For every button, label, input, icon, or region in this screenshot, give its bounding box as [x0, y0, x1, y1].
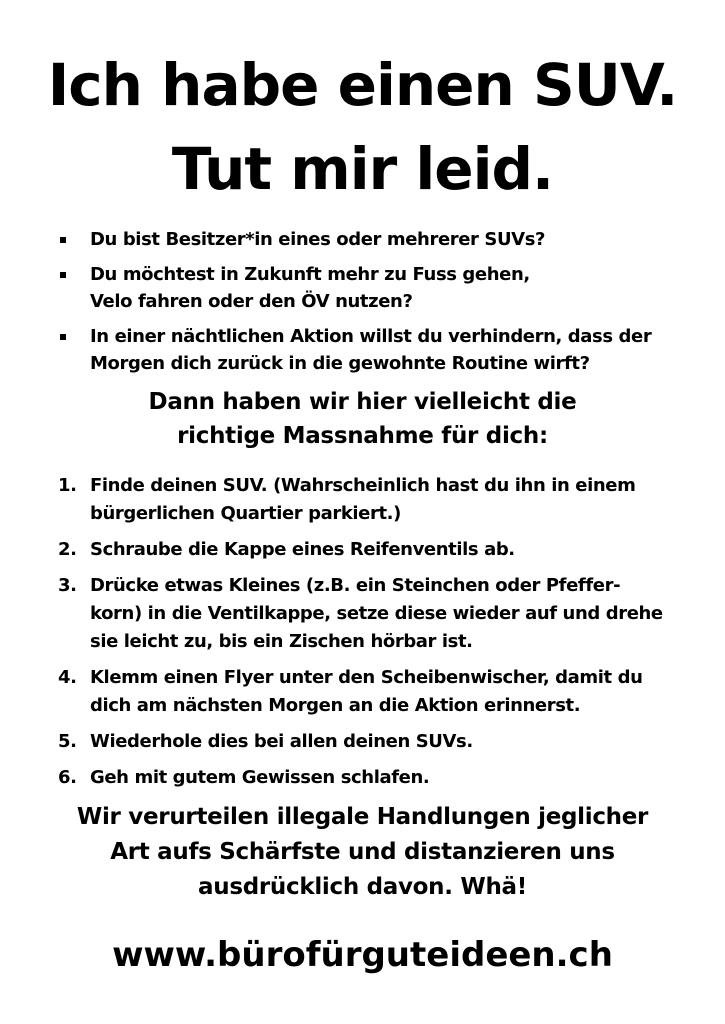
- square-bullet-icon: [60, 334, 66, 340]
- question-list: [58, 226, 678, 385]
- step-item: [58, 536, 688, 564]
- subheading-line-1: Dann haben wir hier vielleicht die: [148, 389, 577, 415]
- step-number: 1.: [58, 475, 77, 496]
- step-text-line: Wiederhole dies bei allen deinen SUVs.: [90, 731, 473, 752]
- step-text-line: Finde deinen SUV. (Wahrscheinlich hast du ihn in einem: [90, 475, 636, 496]
- question-text-line: Du möchtest in Zukunft mehr zu Fuss gehen,: [90, 264, 530, 285]
- disclaimer-line-2: Art aufs Schärfste und distanzieren uns: [110, 839, 615, 865]
- disclaimer: [0, 800, 725, 905]
- question-text-line: Du bist Besitzer*in eines oder mehrerer SUVs?: [90, 229, 546, 250]
- step-number: 3.: [58, 575, 77, 596]
- title-line-1: Ich habe einen SUV.: [47, 51, 678, 119]
- step-number: 4.: [58, 667, 77, 688]
- disclaimer-line-1: Wir verurteilen illegale Handlungen jeglicher: [76, 804, 649, 830]
- step-text-line: dich am nächsten Morgen an die Aktion erinnerst.: [90, 695, 581, 716]
- step-item: [58, 572, 688, 656]
- question-item: [58, 261, 678, 315]
- step-text-line: bürgerlichen Quartier parkiert.): [90, 503, 401, 524]
- question-text-line: Morgen dich zurück in die gewohnte Routine wirft?: [90, 353, 590, 374]
- step-number: 5.: [58, 731, 77, 752]
- question-text-line: In einer nächtlichen Aktion willst du verhindern, dass der: [90, 326, 652, 347]
- step-number: 2.: [58, 539, 77, 560]
- step-item: [58, 664, 688, 720]
- website-link[interactable]: www.bürofürguteideen.ch: [112, 935, 613, 975]
- step-text-line: sie leicht zu, bis ein Zischen hörbar ist.: [90, 631, 473, 652]
- subheading-line-2: richtige Massnahme für dich:: [177, 423, 548, 449]
- question-item: [58, 323, 678, 377]
- step-text-line: Schraube die Kappe eines Reifenventils ab.: [90, 539, 515, 560]
- title-line-2: Tut mir leid.: [171, 135, 554, 203]
- step-number: 6.: [58, 767, 77, 788]
- step-text-line: Geh mit gutem Gewissen schlafen.: [90, 767, 430, 788]
- step-item: [58, 728, 688, 756]
- step-text-line: Klemm einen Flyer unter den Scheibenwischer, damit du: [90, 667, 643, 688]
- step-item: [58, 764, 688, 792]
- step-item: [58, 472, 688, 528]
- step-text-line: korn) in die Ventilkappe, setze diese wieder auf und drehe: [90, 603, 663, 624]
- disclaimer-line-3: ausdrücklich davon. Whä!: [198, 874, 527, 900]
- question-item: [58, 226, 678, 253]
- steps-list: [58, 472, 688, 800]
- question-text-line: Velo fahren oder den ÖV nutzen?: [90, 291, 413, 312]
- square-bullet-icon: [60, 237, 66, 243]
- subheading: [0, 385, 725, 453]
- step-text-line: Drücke etwas Kleines (z.B. ein Steinchen oder Pfeffer-: [90, 575, 621, 596]
- square-bullet-icon: [60, 272, 66, 278]
